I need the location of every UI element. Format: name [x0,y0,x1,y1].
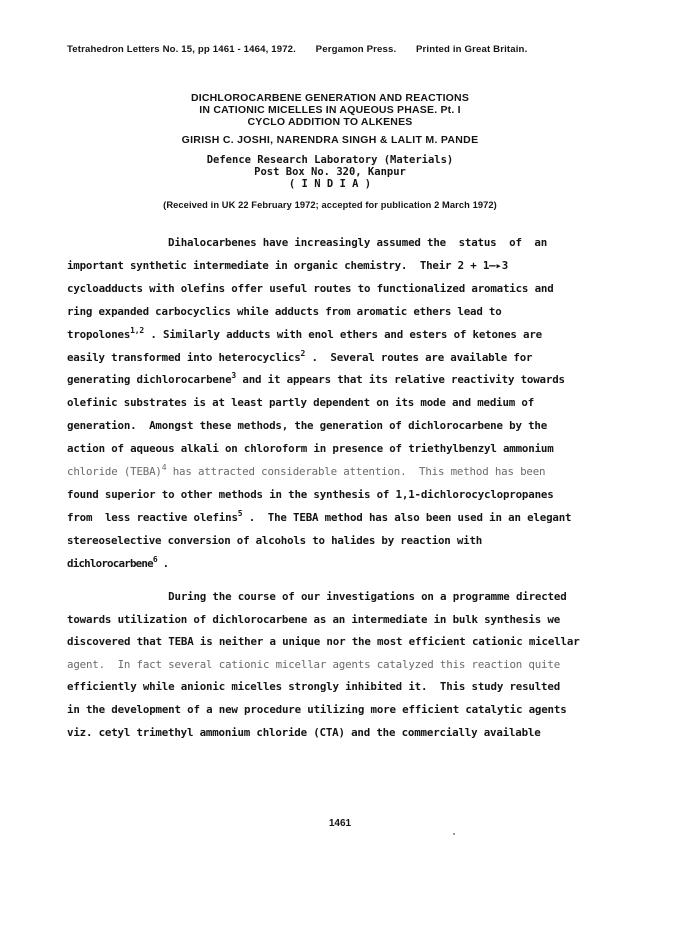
received-dates: (Received in UK 22 February 1972; accepted for publication 2 March 1972) [163,200,497,210]
line-text: in the development of a new procedure utilizing more efficient catalytic agents [67,703,567,716]
authors: GIRISH C. JOSHI, NARENDRA SINGH & LALIT M. PANDE [181,134,479,146]
line-text: easily transformed into heterocyclics [67,350,301,364]
body-text-line [67,373,627,387]
line-text: stereoselective conversion of alcohols to halides by reaction with [67,533,483,547]
running-head [67,44,627,55]
article-title-line-3: CYCLO ADDITION TO ALKENES [247,116,413,128]
reference-superscript: 4 [161,463,167,472]
page-number: 1461 [328,818,352,829]
journal-citation: Tetrahedron Letters No. 15, pp 1461 - 1464, 1972. [67,44,296,55]
body-text-line [67,635,627,649]
line-text: tropolones [67,327,131,341]
line-text: generation. Amongst these methods, the generation of dichlorocarbene by the [67,419,548,433]
affiliation-line-3: ( I N D I A ) [288,178,372,190]
body-text-line [67,396,627,410]
body-text-line [67,465,627,479]
line-text-continued: and it appears that its relative reactivity towards [236,373,565,387]
line-text-continued: . The TEBA method has also been used in an elegant [242,510,572,524]
body-text-line [67,419,627,433]
affiliation-line-2: Post Box No. 320, Kanpur [254,166,406,178]
line-text-continued: . Several routes are available for [305,350,533,364]
article-header [100,92,560,210]
line-text: efficiently while anionic micelles strongly inhibited it. This study resulted [67,680,561,694]
affiliation [100,154,560,190]
body-text-line [67,534,627,548]
affiliation-line-1: Defence Research Laboratory (Materials) [206,154,454,166]
reference-superscript: 2 [300,348,306,358]
reference-superscript: 5 [237,508,243,518]
body-text-line [67,282,627,296]
line-text: towards utilization of dichlorocarbene as an intermediate in bulk synthesis we [67,612,561,626]
line-text: During the course of our investigations on a programme directed [67,590,567,603]
reference-superscript: 1,2 [130,325,145,335]
line-text: cycloadducts with olefins offer useful routes to functionalized aromatics and [67,281,554,295]
body-text-line [67,259,627,273]
body-text-line [67,442,627,456]
line-text-continued: has attracted considerable attention. This method has been [166,465,546,478]
reference-superscript: 3 [231,371,237,381]
line-text: dichlorocarbene [67,556,153,570]
line-text: found superior to other methods in the synthesis of 1,1-dichlorocyclopropanes [67,487,554,501]
body-text-line [67,348,627,365]
publisher: Pergamon Press. [315,44,397,55]
body-text-line [67,488,627,502]
body-text-line [67,658,627,672]
reference-superscript: 6 [152,554,157,564]
body-text-line [67,554,627,571]
line-text: ring expanded carbocyclics while adducts from aromatic ethers lead to [67,304,502,318]
body-text-line [67,590,627,604]
body-text-line [67,703,627,717]
line-text-continued: . [156,556,169,570]
line-text: olefinic substrates is at least partly dependent on its mode and medium of [67,396,535,410]
article-title-line-2: IN CATIONIC MICELLES IN AQUEOUS PHASE. Pt. I [199,104,461,116]
line-text: discovered that TEBA is neither a unique nor the most efficient cationic micellar [67,635,580,649]
line-text: viz. cetyl trimethyl ammonium chloride (CTA) and the commercially available [67,725,541,739]
body-text-line [67,680,627,694]
line-text: from less reactive olefins [67,510,238,524]
body-text-line [67,508,627,525]
line-text: action of aqueous alkali on chloroform in presence of triethylbenzyl ammonium [67,442,554,456]
body-text-line [67,325,627,342]
body-text-line [67,305,627,319]
line-text: chloride (TEBA) [67,465,162,478]
line-text: generating dichlorocarbene [67,373,232,387]
line-text: important synthetic intermediate in organic chemistry. Their 2 + 1—▸3 [67,258,509,272]
article-title-line-1: DICHLOROCARBENE GENERATION AND REACTIONS [190,92,470,104]
line-text: agent. In fact several cationic micellar agents catalyzed this reaction quite [67,657,561,671]
body-text-line [67,236,627,250]
body-text-line [67,613,627,627]
scan-speck [453,833,455,835]
line-text-continued: . Similarly adducts with enol ethers and esters of ketones are [144,327,542,341]
body-text-line [67,726,627,740]
line-text: Dihalocarbenes have increasingly assumed the status of an [67,236,548,249]
printed-location: Printed in Great Britain. [415,44,528,55]
